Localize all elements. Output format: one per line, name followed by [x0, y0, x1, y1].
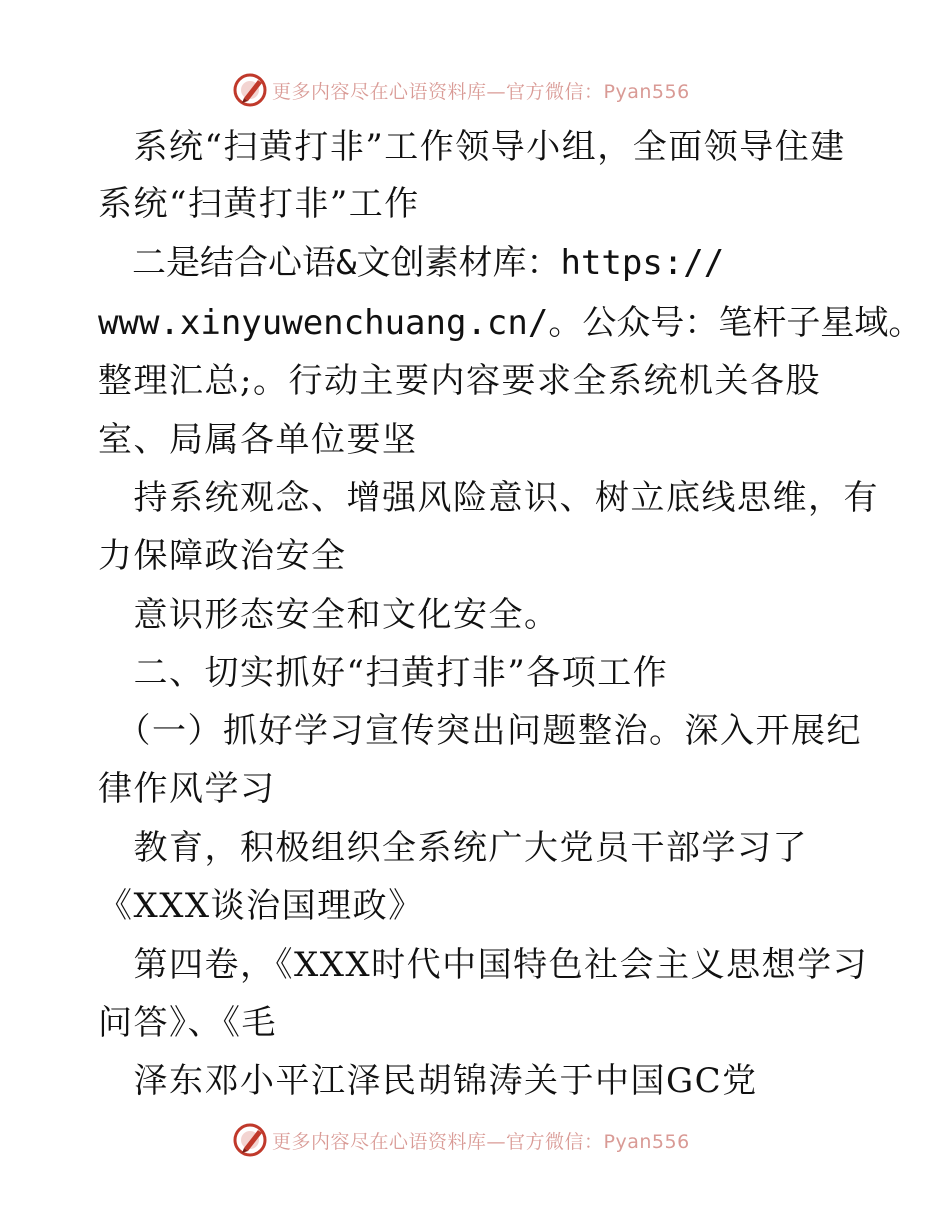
- body-line: 持系统观念、增强风险意识、树立底线思维，有: [98, 478, 879, 518]
- body-line: 律作风学习: [98, 769, 276, 809]
- pen-logo-icon: [232, 1122, 268, 1158]
- body-line: 《XXX谈治国理政》: [98, 886, 424, 926]
- header-watermark-text: [272, 77, 690, 104]
- pen-logo-icon: [232, 72, 268, 108]
- header-watermark-banner: [232, 72, 712, 108]
- body-line: 教育，积极组织全系统广大党员干部学习了: [98, 828, 808, 868]
- footer-banner-wechat-id: Pyan556: [603, 1130, 690, 1153]
- header-banner-tail: 官方微信：: [506, 80, 604, 103]
- footer-banner-separator: —: [486, 1130, 507, 1153]
- body-line: 整理汇总;。行动主要内容要求全系统机关各股: [98, 361, 821, 401]
- body-line: www.xinyuwenchuang.cn/。公众号：笔杆子星域。: [98, 303, 923, 343]
- body-line: 系统“扫黄打非”工作领导小组，全面领导住建: [98, 127, 846, 167]
- body-line: 意识形态安全和文化安全。: [98, 595, 560, 635]
- footer-watermark-text: [272, 1127, 690, 1154]
- body-line: 二是结合心语&文创素材库：https://: [98, 243, 725, 283]
- body-line: 问答》、《毛: [98, 1003, 277, 1043]
- header-banner-wechat-id: Pyan556: [603, 80, 690, 103]
- footer-banner-tail: 官方微信：: [506, 1130, 604, 1153]
- body-line: 第四卷，《XXX时代中国特色社会主义思想学习: [98, 945, 869, 985]
- body-line: （一）抓好学习宣传突出问题整治。深入开展纪: [98, 711, 862, 751]
- body-line: 室、局属各单位要坚: [98, 420, 418, 460]
- section-heading: 二、切实抓好“扫黄打非”各项工作: [98, 653, 669, 693]
- header-banner-separator: —: [486, 80, 507, 103]
- body-line: 系统“扫黄打非”工作: [98, 184, 420, 224]
- footer-banner-main: 更多内容尽在心语资料库: [272, 1130, 487, 1153]
- header-banner-main: 更多内容尽在心语资料库: [272, 80, 487, 103]
- footer-watermark-banner: [232, 1122, 712, 1158]
- body-line: 力保障政治安全: [98, 536, 347, 576]
- body-line: 泽东邓小平江泽民胡锦涛关于中国GC党: [98, 1061, 758, 1101]
